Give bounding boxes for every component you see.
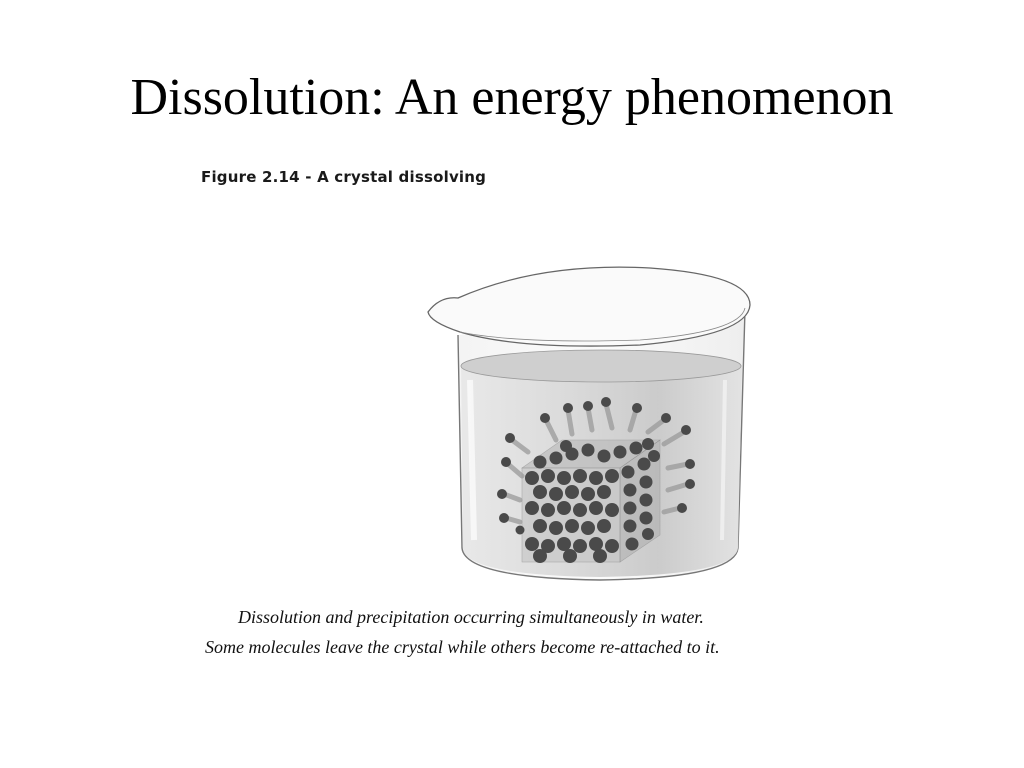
slide-title: Dissolution: An energy phenomenon bbox=[130, 69, 894, 126]
caption-line-1: Dissolution and precipitation occurring simultaneously in water. bbox=[238, 607, 704, 627]
figure-label: Figure 2.14 - A crystal dissolving bbox=[201, 168, 487, 186]
figure-caption bbox=[205, 602, 885, 662]
beaker-illustration bbox=[400, 250, 780, 590]
caption-line-2: Some molecules leave the crystal while others become re-attached to it. bbox=[205, 637, 720, 657]
